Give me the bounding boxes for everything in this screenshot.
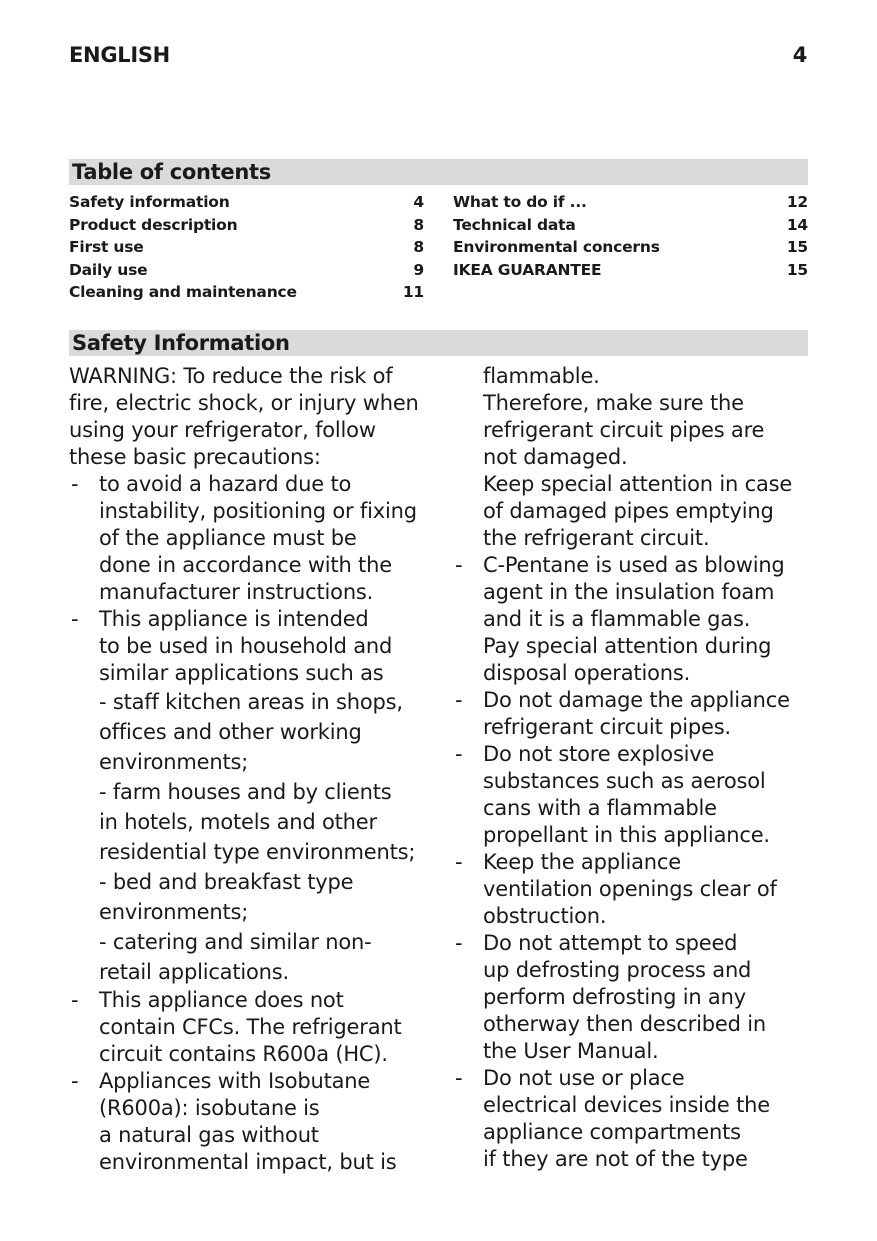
bullet-line: - This appliance is intended — [69, 606, 431, 633]
text-line: environmental impact, but is — [99, 1150, 397, 1174]
toc-heading: Table of contents — [69, 159, 808, 185]
sub-list-line: in hotels, motels and other — [99, 810, 377, 834]
text-line: to be used in household and — [99, 634, 393, 658]
text-line: perform defrosting in any — [483, 985, 746, 1009]
toc-entry-page: 8 — [413, 238, 424, 257]
text-line: fire, electric shock, or injury when — [69, 391, 419, 415]
safety-right-column — [453, 363, 815, 1173]
toc-entry[interactable] — [453, 191, 808, 214]
toc-entry[interactable] — [453, 214, 808, 237]
sub-list-line: residential type environments; — [99, 840, 416, 864]
toc-entry-label: Environmental concerns — [453, 238, 660, 257]
bullet-line: - Do not store explosive — [453, 741, 815, 768]
text-line: (R600a): isobutane is — [99, 1096, 320, 1120]
bullet-line: - Do not attempt to speed — [453, 930, 815, 957]
page-number: 4 — [792, 43, 807, 67]
toc-entry-label: Safety information — [69, 193, 230, 211]
toc-entry-label: IKEA GUARANTEE — [453, 260, 602, 279]
text-line: obstruction. — [483, 904, 607, 928]
text-line: these basic precautions: — [69, 445, 321, 469]
text-line: appliance compartments — [483, 1120, 741, 1144]
toc-entry[interactable] — [453, 236, 808, 259]
toc-entry-label: Cleaning and maintenance — [69, 283, 297, 302]
text-line: not damaged. — [483, 445, 628, 469]
bullet-line: - C-Pentane is used as blowing — [453, 552, 815, 579]
bullet-line: - Keep the appliance — [453, 849, 815, 876]
text-line: refrigerant circuit pipes are — [483, 418, 765, 442]
bullet-line: - This appliance does not — [69, 987, 431, 1014]
toc-right-column — [453, 191, 808, 281]
text-line: if they are not of the type — [483, 1147, 748, 1171]
text-line: electrical devices inside the — [483, 1093, 770, 1117]
text-line: otherway then described in — [483, 1012, 766, 1036]
bullet-line: - to avoid a hazard due to — [69, 471, 431, 498]
toc-entry-page: 9 — [413, 260, 424, 279]
toc-left-column — [69, 191, 424, 304]
text-line: propellant in this appliance. — [483, 823, 770, 847]
text-line: using your refrigerator, follow — [69, 418, 376, 442]
language-label: ENGLISH — [69, 43, 170, 67]
sub-list-line: - catering and similar non- — [99, 930, 372, 954]
text-line: flammable. — [483, 364, 600, 388]
text-line: the User Manual. — [483, 1039, 659, 1063]
bullet-line: - Do not use or place — [453, 1065, 815, 1092]
text-line: cans with a flammable — [483, 796, 717, 820]
sub-list-line: environments; — [99, 900, 249, 924]
text-line: up defrosting process and — [483, 958, 752, 982]
toc-entry[interactable] — [69, 214, 424, 237]
text-line: a natural gas without — [99, 1123, 319, 1147]
toc-entry-page: 15 — [786, 238, 808, 257]
toc-entry[interactable] — [69, 236, 424, 259]
text-line: disposal operations. — [483, 661, 691, 685]
bullet-line: - Do not damage the appliance — [453, 687, 815, 714]
text-line: refrigerant circuit pipes. — [483, 715, 731, 739]
toc-entry-page: 14 — [786, 215, 808, 234]
sub-list-line: retail applications. — [99, 960, 289, 984]
sub-list-line: offices and other working — [99, 720, 362, 744]
toc-entry-label: Technical data — [453, 215, 576, 234]
sub-list-line: - farm houses and by clients — [99, 780, 392, 804]
toc-entry[interactable] — [69, 281, 424, 304]
safety-left-column — [69, 363, 431, 1176]
sub-list-line: environments; — [99, 750, 249, 774]
toc-entry[interactable] — [69, 259, 424, 282]
text-line: Keep special attention in case — [483, 472, 793, 496]
toc-entry-page: 8 — [413, 215, 424, 234]
toc-entry-label: Product description — [69, 215, 238, 234]
sub-list-line: - staff kitchen areas in shops, — [99, 690, 403, 714]
text-line: contain CFCs. The refrigerant — [99, 1015, 402, 1039]
safety-heading: Safety Information — [69, 330, 808, 356]
text-line: done in accordance with the — [99, 553, 392, 577]
text-line: ventilation openings clear of — [483, 877, 777, 901]
toc-entry-page: 11 — [402, 283, 424, 302]
text-line: instability, positioning or fixing — [99, 499, 417, 523]
text-line: Pay special attention during — [483, 634, 772, 658]
sub-list-line: - bed and breakfast type — [99, 870, 354, 894]
text-line: circuit contains R600a (HC). — [99, 1042, 388, 1066]
toc-entry-label: Daily use — [69, 260, 148, 279]
text-line: of the appliance must be — [99, 526, 357, 550]
text-line: similar applications such as — [99, 661, 384, 685]
toc-entry[interactable] — [69, 191, 424, 214]
text-line: Therefore, make sure the — [483, 391, 744, 415]
text-line: the refrigerant circuit. — [483, 526, 710, 550]
toc-entry-page: 12 — [786, 193, 808, 211]
text-line: WARNING: To reduce the risk of — [69, 364, 393, 388]
toc-entry-label: First use — [69, 238, 144, 257]
toc-entry-page: 15 — [786, 260, 808, 279]
text-line: substances such as aerosol — [483, 769, 766, 793]
toc-entry[interactable] — [453, 259, 808, 282]
text-line: agent in the insulation foam — [483, 580, 775, 604]
text-line: manufacturer instructions. — [99, 580, 374, 604]
text-line: of damaged pipes emptying — [483, 499, 774, 523]
toc-entry-page: 4 — [413, 193, 424, 211]
toc-entry-label: What to do if ... — [453, 193, 587, 211]
text-line: and it is a flammable gas. — [483, 607, 751, 631]
bullet-line: - Appliances with Isobutane — [69, 1068, 431, 1095]
